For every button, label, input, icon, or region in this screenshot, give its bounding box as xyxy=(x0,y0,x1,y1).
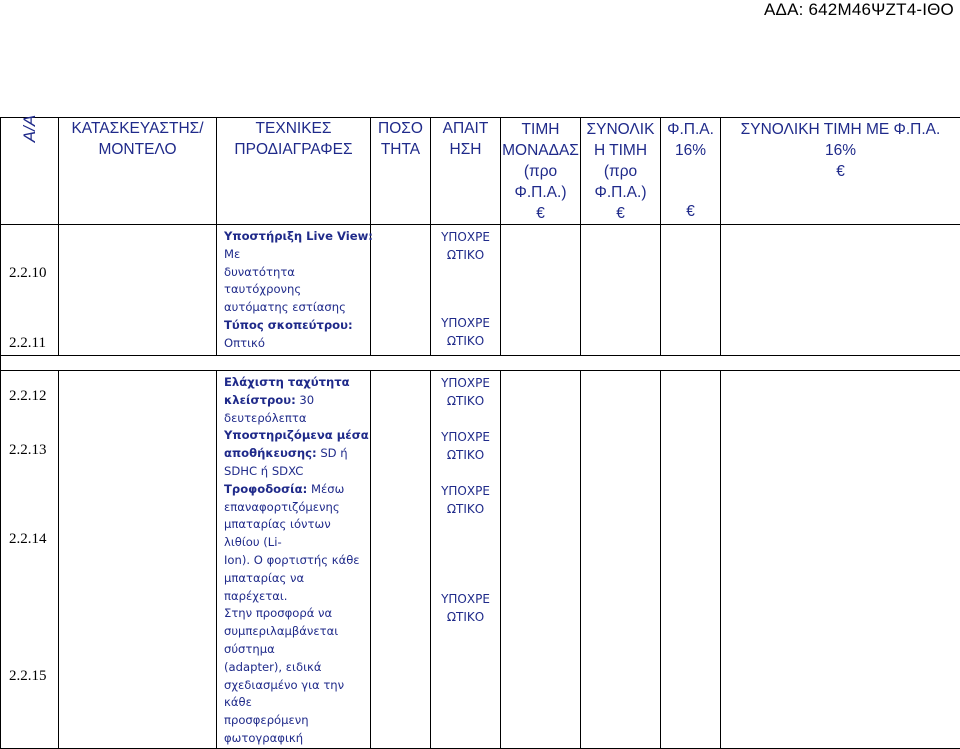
manufacturer-cell xyxy=(59,225,217,356)
row-numbers-cell xyxy=(1,225,59,356)
header-manufacturer: ΚΑΤΑΣΚΕΥΑΣΤΗΣ/ ΜΟΝΤΕΛΟ xyxy=(59,118,217,225)
specifications-table xyxy=(0,117,960,749)
row-number: 2.2.10 xyxy=(9,265,47,282)
header-grand-total: ΣΥΝΟΛΙΚΗ ΤΙΜΗ ΜΕ Φ.Π.Α. 16% € xyxy=(721,118,960,225)
row-number: 2.2.14 xyxy=(9,531,47,548)
row-number: 2.2.11 xyxy=(9,335,46,352)
unit-price-cell xyxy=(501,225,581,356)
table-row-group-1 xyxy=(1,225,960,356)
grand-total-cell xyxy=(721,371,960,749)
header-aa: Α/Α xyxy=(1,118,59,225)
header-quantity: ΠΟΣΟ ΤΗΤΑ xyxy=(371,118,431,225)
table-header-row xyxy=(1,118,960,225)
quantity-cell xyxy=(371,371,431,749)
euro-symbol: € xyxy=(661,201,720,222)
row-number: 2.2.15 xyxy=(9,668,47,685)
spec-cell: Υποστήριξη Live View: Με δυνατότητα ταυτόχρονης αυτόματης εστίασης Τύπος σκοπεύτρου: Οπτικό xyxy=(217,225,371,356)
euro-symbol: € xyxy=(581,203,660,224)
header-requirement: ΑΠΑΙΤ ΗΣΗ xyxy=(431,118,501,225)
page-break-gap xyxy=(1,356,960,371)
header-vat: Φ.Π.Α. 16% € xyxy=(661,118,721,225)
header-unit-price: ΤΙΜΗ ΜΟΝΑΔΑΣ (προ Φ.Π.Α.) € xyxy=(501,118,581,225)
ada-document-id: ΑΔΑ: 642Μ46ΨΖΤ4-ΙΘΟ xyxy=(764,0,954,20)
requirement-cell: ΥΠΟΧΡΕ ΩΤΙΚΟ ΥΠΟΧΡΕ ΩΤΙΚΟ ΥΠΟΧΡΕ ΩΤΙΚΟ ΥΠΟΧΡΕ ΩΤΙΚΟ xyxy=(431,371,501,749)
spec-cell: Ελάχιστη ταχύτητα κλείστρου: 30 δευτερόλεπτα Υποστηριζόμενα μέσα αποθήκευσης: SD ή SDHC ή SDXC Τροφοδοσία: Μέσω επαναφορτιζόμενης μπαταρίας ιόντων λιθίου (Li- Ion). Ο φορτιστής κάθε μπαταρίας να παρέχεται. Στην προσφορά να συμπεριλαμβάνεται σύστημα (adapter), ειδικά σχεδιασμένο για την κάθε προσφερόμενη φωτογραφική xyxy=(217,371,371,749)
header-technical-specs: ΤΕΧΝΙΚΕΣ ΠΡΟΔΙΑΓΡΑΦΕΣ xyxy=(217,118,371,225)
row-number: 2.2.13 xyxy=(9,442,47,459)
table-row-group-2 xyxy=(1,371,960,749)
row-numbers-cell xyxy=(1,371,59,749)
grand-total-cell xyxy=(721,225,960,356)
euro-symbol: € xyxy=(721,161,960,182)
quantity-cell xyxy=(371,225,431,356)
total-price-cell xyxy=(581,225,661,356)
total-price-cell xyxy=(581,371,661,749)
row-number: 2.2.12 xyxy=(9,388,47,405)
unit-price-cell xyxy=(501,371,581,749)
header-total-price: ΣΥΝΟΛΙΚ Η ΤΙΜΗ (προ Φ.Π.Α.) € xyxy=(581,118,661,225)
euro-symbol: € xyxy=(501,203,580,224)
vat-cell xyxy=(661,371,721,749)
requirement-cell: ΥΠΟΧΡΕ ΩΤΙΚΟ ΥΠΟΧΡΕ ΩΤΙΚΟ xyxy=(431,225,501,356)
vat-cell xyxy=(661,225,721,356)
manufacturer-cell xyxy=(59,371,217,749)
